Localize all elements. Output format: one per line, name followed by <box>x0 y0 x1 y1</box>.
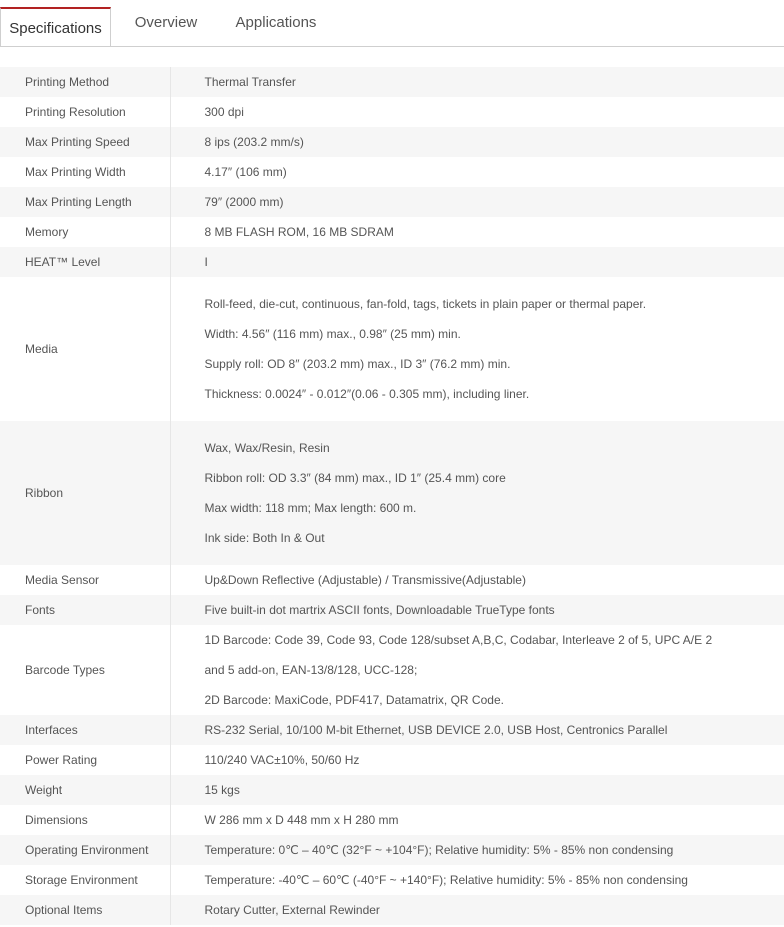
spec-value <box>170 625 784 715</box>
spec-label: Media Sensor <box>0 565 170 595</box>
spec-label: Operating Environment <box>0 835 170 865</box>
spec-value-line: Max width: 118 mm; Max length: 600 m. <box>204 501 417 515</box>
spec-value-line: 1D Barcode: Code 39, Code 93, Code 128/subset A,B,C, Codabar, Interleave 2 of 5, UPC A/E 2 <box>204 633 713 647</box>
spec-label: Interfaces <box>0 715 170 745</box>
spec-label: Printing Method <box>0 67 170 97</box>
spec-row-media-sensor <box>0 565 784 595</box>
spec-label: Optional Items <box>0 895 170 925</box>
spec-row-storage-environment <box>0 865 784 895</box>
spec-label: Media <box>0 277 170 421</box>
spec-row-ribbon <box>0 421 784 565</box>
spec-value-line: Thickness: 0.0024″ - 0.012″(0.06 - 0.305 mm), including liner. <box>204 387 530 401</box>
spec-value: 300 dpi <box>170 97 784 127</box>
spec-value: 8 ips (203.2 mm/s) <box>170 127 784 157</box>
spec-row-power-rating <box>0 745 784 775</box>
spec-label: Fonts <box>0 595 170 625</box>
spec-label: Dimensions <box>0 805 170 835</box>
spec-row-barcode-types <box>0 625 784 715</box>
spec-value: Temperature: -40℃ – 60℃ (-40°F ~ +140°F); Relative humidity: 5% - 85% non condensing <box>170 865 784 895</box>
spec-row-fonts <box>0 595 784 625</box>
spec-label: Max Printing Length <box>0 187 170 217</box>
spec-value: 79″ (2000 mm) <box>170 187 784 217</box>
spec-label: Memory <box>0 217 170 247</box>
spec-row-media <box>0 277 784 421</box>
spec-value: 15 kgs <box>170 775 784 805</box>
spec-value-line: Ink side: Both In & Out <box>204 531 325 545</box>
spec-value-line: Ribbon roll: OD 3.3″ (84 mm) max., ID 1″ (25.4 mm) core <box>204 471 506 485</box>
spec-label: Weight <box>0 775 170 805</box>
spec-value <box>170 421 784 565</box>
spec-value-line: and 5 add-on, EAN-13/8/128, UCC-128; <box>204 663 418 677</box>
spec-row-optional-items <box>0 895 784 925</box>
spec-row-max-printing-width <box>0 157 784 187</box>
spec-row-max-printing-length <box>0 187 784 217</box>
tab-applications[interactable]: Applications <box>235 14 317 31</box>
spec-row-operating-environment <box>0 835 784 865</box>
spec-row-memory <box>0 217 784 247</box>
spec-label: Ribbon <box>0 421 170 565</box>
spec-value-line: Supply roll: OD 8″ (203.2 mm) max., ID 3″ (76.2 mm) min. <box>204 357 511 371</box>
tab-bar-divider <box>0 46 784 47</box>
spec-row-max-printing-speed <box>0 127 784 157</box>
spec-row-weight <box>0 775 784 805</box>
tab-bar <box>0 0 784 47</box>
spec-value-line: Roll-feed, die-cut, continuous, fan-fold, tags, tickets in plain paper or thermal paper. <box>204 297 647 311</box>
spec-value: 8 MB FLASH ROM, 16 MB SDRAM <box>170 217 784 247</box>
spec-value-line: Width: 4.56″ (116 mm) max., 0.98″ (25 mm) min. <box>204 327 461 341</box>
spec-value-line: Wax, Wax/Resin, Resin <box>204 441 330 455</box>
spec-row-printing-method <box>0 67 784 97</box>
spec-row-heat-level <box>0 247 784 277</box>
tab-specifications[interactable]: Specifications <box>0 7 111 47</box>
spec-value: Rotary Cutter, External Rewinder <box>170 895 784 925</box>
spec-value-line: 2D Barcode: MaxiCode, PDF417, Datamatrix, QR Code. <box>204 693 504 707</box>
tab-overview[interactable]: Overview <box>134 14 198 31</box>
spec-value <box>170 277 784 421</box>
spec-label: Storage Environment <box>0 865 170 895</box>
spec-value: Thermal Transfer <box>170 67 784 97</box>
spec-value: 4.17″ (106 mm) <box>170 157 784 187</box>
spec-value: W 286 mm x D 448 mm x H 280 mm <box>170 805 784 835</box>
spec-value: RS-232 Serial, 10/100 M-bit Ethernet, USB DEVICE 2.0, USB Host, Centronics Parallel <box>170 715 784 745</box>
spec-label: Max Printing Width <box>0 157 170 187</box>
spec-label: Printing Resolution <box>0 97 170 127</box>
spec-row-dimensions <box>0 805 784 835</box>
spec-label: Power Rating <box>0 745 170 775</box>
spec-label: Barcode Types <box>0 625 170 715</box>
spec-label: Max Printing Speed <box>0 127 170 157</box>
spec-value: 110/240 VAC±10%, 50/60 Hz <box>170 745 784 775</box>
specifications-table <box>0 67 784 925</box>
spec-row-printing-resolution <box>0 97 784 127</box>
spec-value: Up&Down Reflective (Adjustable) / Transmissive(Adjustable) <box>170 565 784 595</box>
spec-value: Five built-in dot martrix ASCII fonts, Downloadable TrueType fonts <box>170 595 784 625</box>
spec-value: Temperature: 0℃ – 40℃ (32°F ~ +104°F); Relative humidity: 5% - 85% non condensing <box>170 835 784 865</box>
spec-value: I <box>170 247 784 277</box>
spec-label: HEAT™ Level <box>0 247 170 277</box>
spec-row-interfaces <box>0 715 784 745</box>
